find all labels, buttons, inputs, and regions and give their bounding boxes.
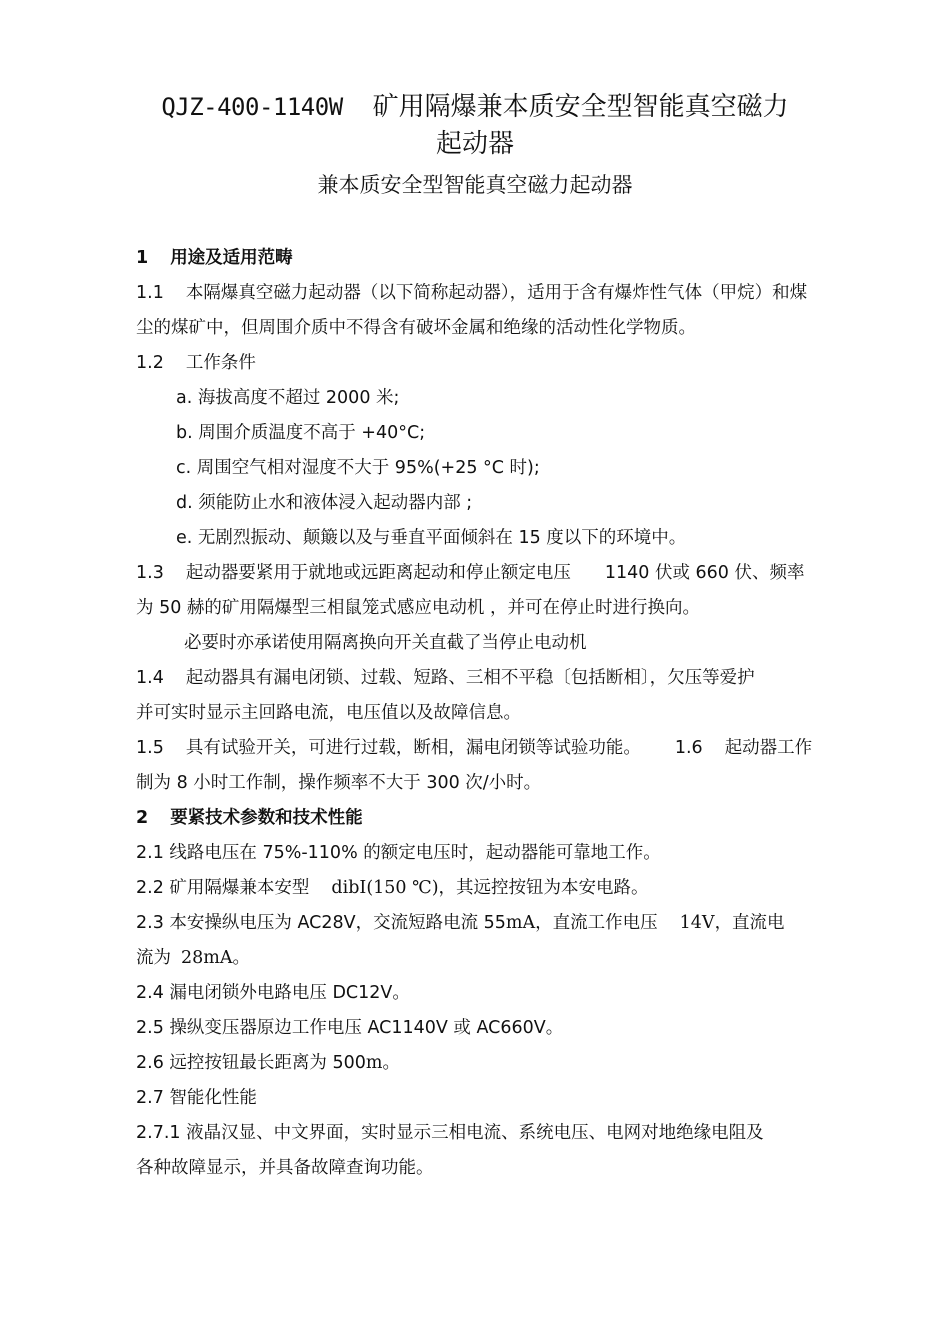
section-1-title: 用途及适用范畴 (170, 248, 293, 268)
clause-2-6-unit-m: m (365, 1053, 383, 1073)
clause-2-3-text-h: 。 (232, 948, 251, 968)
section-1-number: 1 (136, 248, 149, 268)
clause-1-4-number: 1.4 (136, 668, 164, 688)
clause-1-2-number: 1.2 (136, 353, 164, 373)
clause-1-5-number: 1.5 (136, 738, 164, 758)
section-2-heading (136, 806, 363, 830)
clause-1-1-number: 1.1 (136, 283, 164, 303)
clause-2-7-1-line-2: 各种故障显示，并具备故障查询功能。 (136, 1158, 434, 1178)
condition-item-e: e. 无剧烈振动、颠簸以及与垂直平面倾斜在 15 度以下的环境中。 (176, 528, 687, 548)
clause-2-3-text-a: 2.3 本安操纵电压为 AC28V，交流短路电流 55 (136, 913, 506, 933)
clause-2-3-text-c: ，直流工作电压 (535, 913, 658, 933)
clause-2-7-1-line-1: 2.7.1 液晶汉显、中文界面，实时显示三相电流、系统电压、电网对地绝缘电阻及 (136, 1123, 764, 1143)
clause-1-3-text-1b: 1140 伏或 660 伏、频率 (604, 563, 805, 583)
product-code: QJZ-400-1140W (161, 93, 343, 121)
title-main-part-1: 矿用隔爆兼本质安全型智能真空磁力 (372, 92, 789, 122)
clause-2-2-text-c: ，其远控按钮为本安电路。 (438, 878, 649, 898)
condition-item-d: d. 须能防止水和液体浸入起动器内部 ; (176, 493, 473, 513)
clause-1-3-number: 1.3 (136, 563, 164, 583)
clause-1-2-heading (136, 351, 256, 375)
clause-2-2 (136, 876, 649, 900)
clause-2-6 (136, 1051, 400, 1075)
clause-2-4: 2.4 漏电闭锁外电路电压 DC12V。 (136, 983, 410, 1003)
clause-1-5-text: 具有试验开关，可进行过载，断相，漏电闭锁等试验功能。 (185, 738, 641, 758)
section-2-number: 2 (136, 808, 149, 828)
clause-2-3-dc-current: 28mA (181, 948, 233, 968)
clause-1-4-line-1 (136, 666, 755, 690)
clause-2-3-text-f: 流为 (136, 948, 171, 968)
document-title-line-2: 起动器 (435, 129, 514, 159)
clause-1-2-title: 工作条件 (185, 353, 256, 373)
clause-1-1-text-1: 本隔爆真空磁力起动器（以下简称起动器），适用于含有爆炸性气体（甲烷）和煤 (185, 283, 808, 303)
condition-item-c: c. 周围空气相对湿度不大于 95%(+25 °C 时); (176, 458, 540, 478)
section-2-title: 要紧技术参数和技术性能 (170, 808, 363, 828)
clause-1-1-line-2: 尘的煤矿中，但周围介质中不得含有破坏金属和绝缘的活动性化学物质。 (136, 318, 696, 338)
clause-2-3-dc-voltage: 14V (679, 913, 715, 933)
clause-2-3-unit-ma: mA (505, 913, 536, 933)
clause-2-3-line-1 (136, 911, 785, 935)
clause-1-4-line-2: 并可实时显示主回路电流，电压值以及故障信息。 (136, 703, 521, 723)
clause-1-4-text-1: 起动器具有漏电闭锁、过载、短路、三相不平稳〔包括断相〕，欠压等爱护 (185, 668, 755, 688)
clause-1-6-number: 1.6 (674, 738, 703, 758)
clause-1-6-text-1: 起动器工作 (724, 738, 813, 758)
document-subtitle: 兼本质安全型智能真空磁力起动器 (317, 173, 633, 197)
clause-1-5-line-1 (136, 736, 812, 760)
condition-item-a: a. 海拔高度不超过 2000 米; (176, 388, 400, 408)
clause-1-3-text-1a: 起动器要紧用于就地或远距离起动和停止额定电压 (185, 563, 571, 583)
clause-1-1-line-1 (136, 281, 807, 305)
clause-1-3-line-1 (136, 561, 804, 585)
condition-item-b: b. 周围介质温度不高于 +40°C; (176, 423, 426, 443)
clause-1-3-line-3: 必要时亦承诺使用隔离换向开关直截了当停止电动机 (184, 633, 587, 653)
clause-2-7-heading: 2.7 智能化性能 (136, 1088, 257, 1108)
clause-2-5: 2.5 操纵变压器原边工作电压 AC1140V 或 AC660V。 (136, 1018, 564, 1038)
clause-2-6-text-c: 。 (382, 1053, 400, 1073)
clause-2-2-text-a: 2.2 矿用隔爆兼本安型 (136, 878, 310, 898)
clause-2-1: 2.1 线路电压在 75%-110% 的额定电压时，起动器能可靠地工作。 (136, 843, 661, 863)
clause-2-6-text-a: 2.6 远控按钮最长距离为 500 (136, 1053, 366, 1073)
clause-1-6-line-2: 制为 8 小时工作制，操作频率不大于 300 次/小时。 (136, 773, 542, 793)
clause-2-2-marking: dibI(150 ℃) (331, 878, 439, 898)
clause-1-3-line-2: 为 50 赫的矿用隔爆型三相鼠笼式感应电动机 ，并可在停止时进行换向。 (136, 598, 700, 618)
clause-2-3-line-2 (136, 946, 250, 970)
clause-2-3-text-e: ，直流电 (714, 913, 785, 933)
document-title-line-1 (0, 90, 950, 124)
section-1-heading (136, 246, 293, 270)
